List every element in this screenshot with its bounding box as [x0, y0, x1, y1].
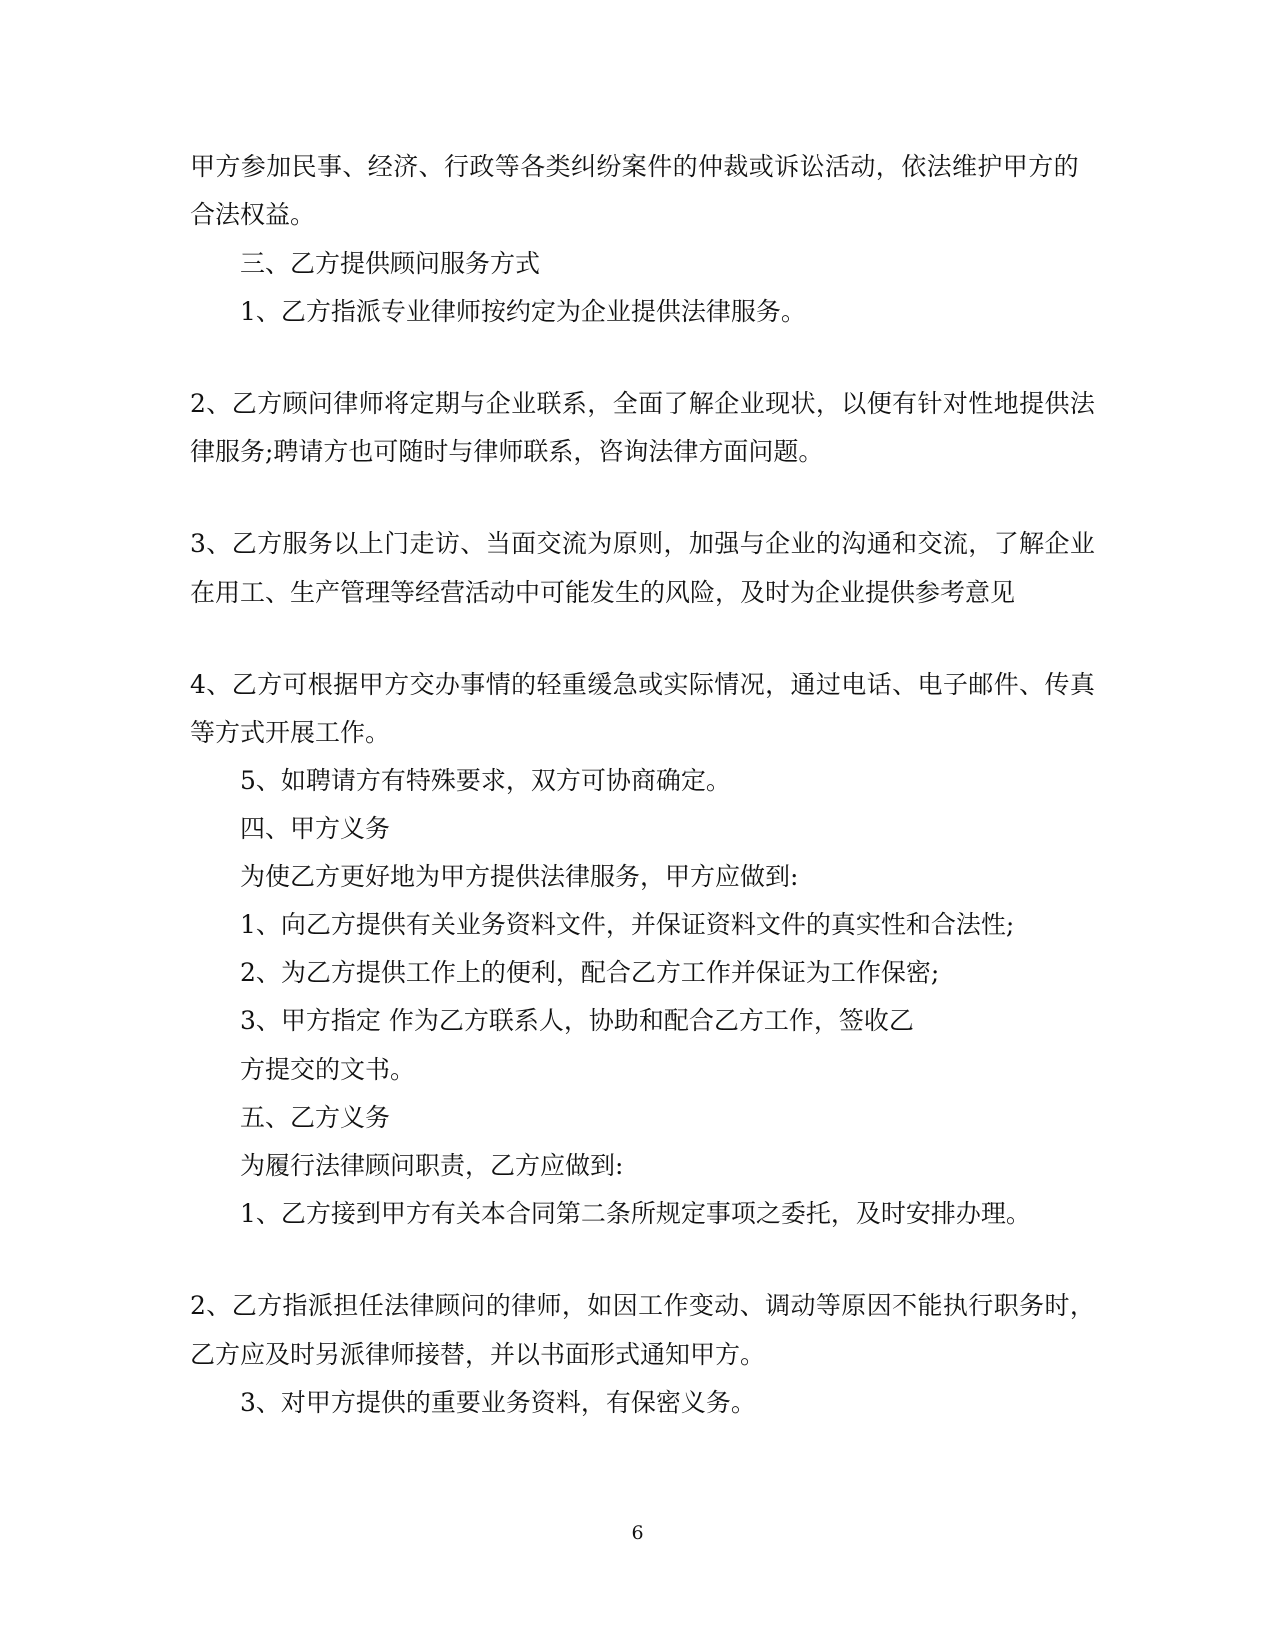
text-line: 1、乙方接到甲方有关本合同第二条所规定事项之委托，及时安排办理。: [240, 1199, 1031, 1228]
text-line: 在用工、生产管理等经营活动中可能发生的风险，及时为企业提供参考意见: [190, 578, 1016, 607]
section-heading: 五、乙方义务: [240, 1103, 391, 1132]
section-heading: 三、乙方提供顾问服务方式: [240, 249, 541, 278]
text-line: 3、甲方指定 作为乙方联系人，协助和配合乙方工作，签收乙: [240, 1006, 914, 1035]
text-line: 5、如聘请方有特殊要求，双方可协商确定。: [240, 766, 731, 795]
text-line: 为使乙方更好地为甲方提供法律服务，甲方应做到:: [240, 862, 799, 891]
text-line: 律服务;聘请方也可随时与律师联系，咨询法律方面问题。: [190, 437, 824, 466]
section-heading: 四、甲方义务: [240, 814, 391, 843]
text-line: 甲方参加民事、经济、行政等各类纠纷案件的仲裁或诉讼活动，依法维护甲方的: [190, 152, 1080, 181]
text-line: 2、为乙方提供工作上的便利，配合乙方工作并保证为工作保密;: [240, 958, 940, 987]
text-line: 1、乙方指派专业律师按约定为企业提供法律服务。: [240, 297, 806, 326]
text-line: 合法权益。: [190, 200, 316, 229]
text-line: 2、乙方顾问律师将定期与企业联系，全面了解企业现状，以便有针对性地提供法: [190, 389, 1096, 418]
page-number: 6: [631, 1522, 644, 1544]
text-line: 3、对甲方提供的重要业务资料，有保密义务。: [240, 1388, 756, 1417]
text-line: 方提交的文书。: [240, 1055, 416, 1084]
text-line: 为履行法律顾问职责，乙方应做到:: [240, 1151, 624, 1180]
text-line: 1、向乙方提供有关业务资料文件，并保证资料文件的真实性和合法性;: [240, 910, 1015, 939]
text-line: 2、乙方指派担任法律顾问的律师，如因工作变动、调动等原因不能执行职务时，: [190, 1291, 1096, 1320]
text-line: 3、乙方服务以上门走访、当面交流为原则，加强与企业的沟通和交流，了解企业: [190, 529, 1096, 558]
text-line: 等方式开展工作。: [190, 718, 391, 747]
text-line: 乙方应及时另派律师接替，并以书面形式通知甲方。: [190, 1340, 766, 1369]
text-line: 4、乙方可根据甲方交办事情的轻重缓急或实际情况，通过电话、电子邮件、传真: [190, 670, 1096, 699]
